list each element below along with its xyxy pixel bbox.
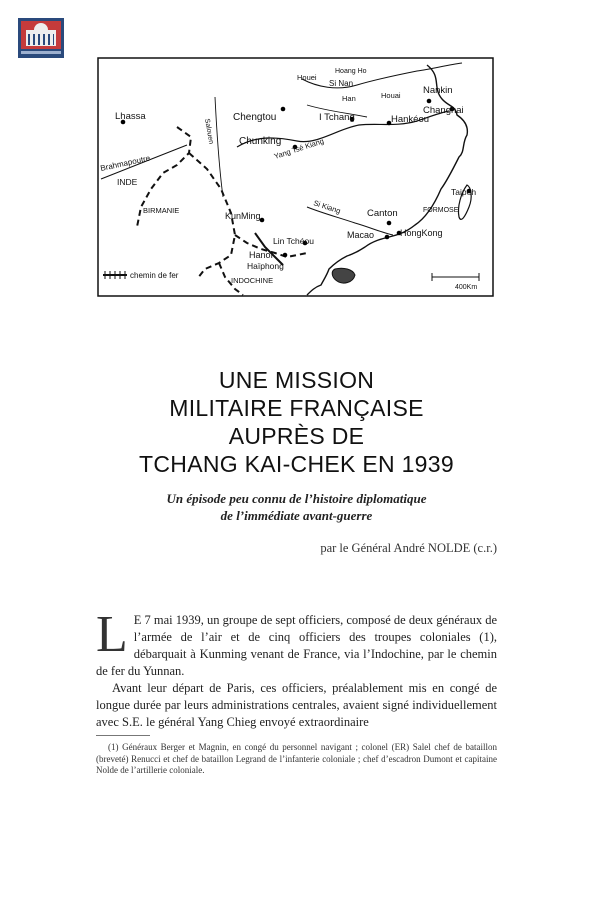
label-changhai: Changhai: [423, 105, 464, 116]
title-line: TCHANG KAI-CHEK EN 1939: [139, 451, 454, 477]
label-chengtou: Chengtou: [233, 112, 277, 123]
city-dot-hanoi: [283, 253, 288, 258]
label-hongkong: HongKong: [400, 228, 443, 238]
subtitle-line: de l’immédiate avant-guerre: [220, 508, 373, 523]
label-salouen: Salouen: [203, 118, 215, 145]
paragraph: [96, 606, 497, 680]
legend-railway-label: chemin de fer: [130, 271, 179, 280]
label-lhassa: Lhassa: [115, 111, 146, 122]
footnote-divider: [96, 735, 150, 736]
label-kunming: KunMing: [225, 211, 261, 221]
label-hanoi: Hanoï: [249, 250, 274, 260]
label-formose: FORMOSE: [423, 207, 459, 214]
city-dot-macao: [385, 235, 390, 240]
label-sikiang: Si Kiang: [312, 198, 342, 216]
title-line: AUPRÈS DE: [228, 423, 365, 449]
title-line: UNE MISSION: [218, 367, 375, 393]
scale-label: 400Km: [455, 284, 478, 291]
label-brahmapoutre: Brahmapoutre: [99, 153, 152, 173]
label-inde: INDE: [117, 177, 138, 187]
label-yangtse: Yang Tsé Kiang: [272, 136, 325, 161]
label-han: Han: [342, 94, 356, 103]
footnote: (1) Généraux Berger et Magnin, en congé du personnel navigant ; colonel (ER) Salel chef de bataillon (breveté) Renucci et chef de bataillon Legrand de l’infanterie coloniale ; chef d’escadron Dumont et capitaine Nolde de l’artillerie coloniale.: [96, 742, 497, 775]
article-subtitle: [60, 490, 533, 524]
label-indochine: INDOCHINE: [231, 276, 274, 285]
label-taipeh: Taipeh: [451, 187, 477, 197]
city-dot-canton: [387, 221, 392, 226]
author-byline: par le Général André NOLDE (c.r.): [320, 541, 497, 555]
label-houai: Houai: [381, 91, 401, 100]
paragraph-text: E 7 mai 1939, un groupe de sept officiers, composé de deux généraux de l’armée de l’air et de cinq officiers des troupes coloniales (1), débarquait à Kunming venant de France, via l’Indochine, par le chemin de fer du Yunnan.: [96, 613, 497, 678]
subtitle-line: Un épisode peu connu de l’histoire diplomatique: [166, 491, 427, 506]
drop-cap: L: [96, 606, 128, 663]
city-dot-nankin: [427, 99, 432, 104]
label-haiphong: Haïphong: [247, 261, 284, 271]
label-chunking: Chunking: [239, 136, 282, 147]
map-of-china: [97, 57, 494, 297]
paragraph: Avant leur départ de Paris, ces officiers, préalablement mis en congé de longue durée par leurs administrations centrales, avaient signé individuellement avec S.E. le général Yang Chieg envoyé extraordinaire: [96, 681, 497, 729]
label-hoang-ho: Hoang Ho: [335, 68, 367, 75]
title-line: MILITAIRE FRANÇAISE: [169, 395, 424, 421]
label-birmanie: BIRMANIE: [143, 206, 180, 215]
label-itchang: I Tchang: [319, 112, 355, 123]
article-title: [60, 366, 533, 478]
label-hankeou: Hankéou: [391, 114, 430, 125]
label-nankin: Nankin: [423, 85, 453, 96]
label-si-nan: Si Nan: [329, 79, 354, 88]
label-houei: Houei: [297, 73, 317, 82]
publisher-logo: [18, 18, 64, 58]
city-dot-chengtou: [281, 107, 286, 112]
article-body: [96, 606, 497, 731]
label-macao: Macao: [347, 230, 375, 240]
label-canton: Canton: [367, 208, 398, 219]
label-lintcheou: Lin Tchéou: [273, 236, 314, 246]
